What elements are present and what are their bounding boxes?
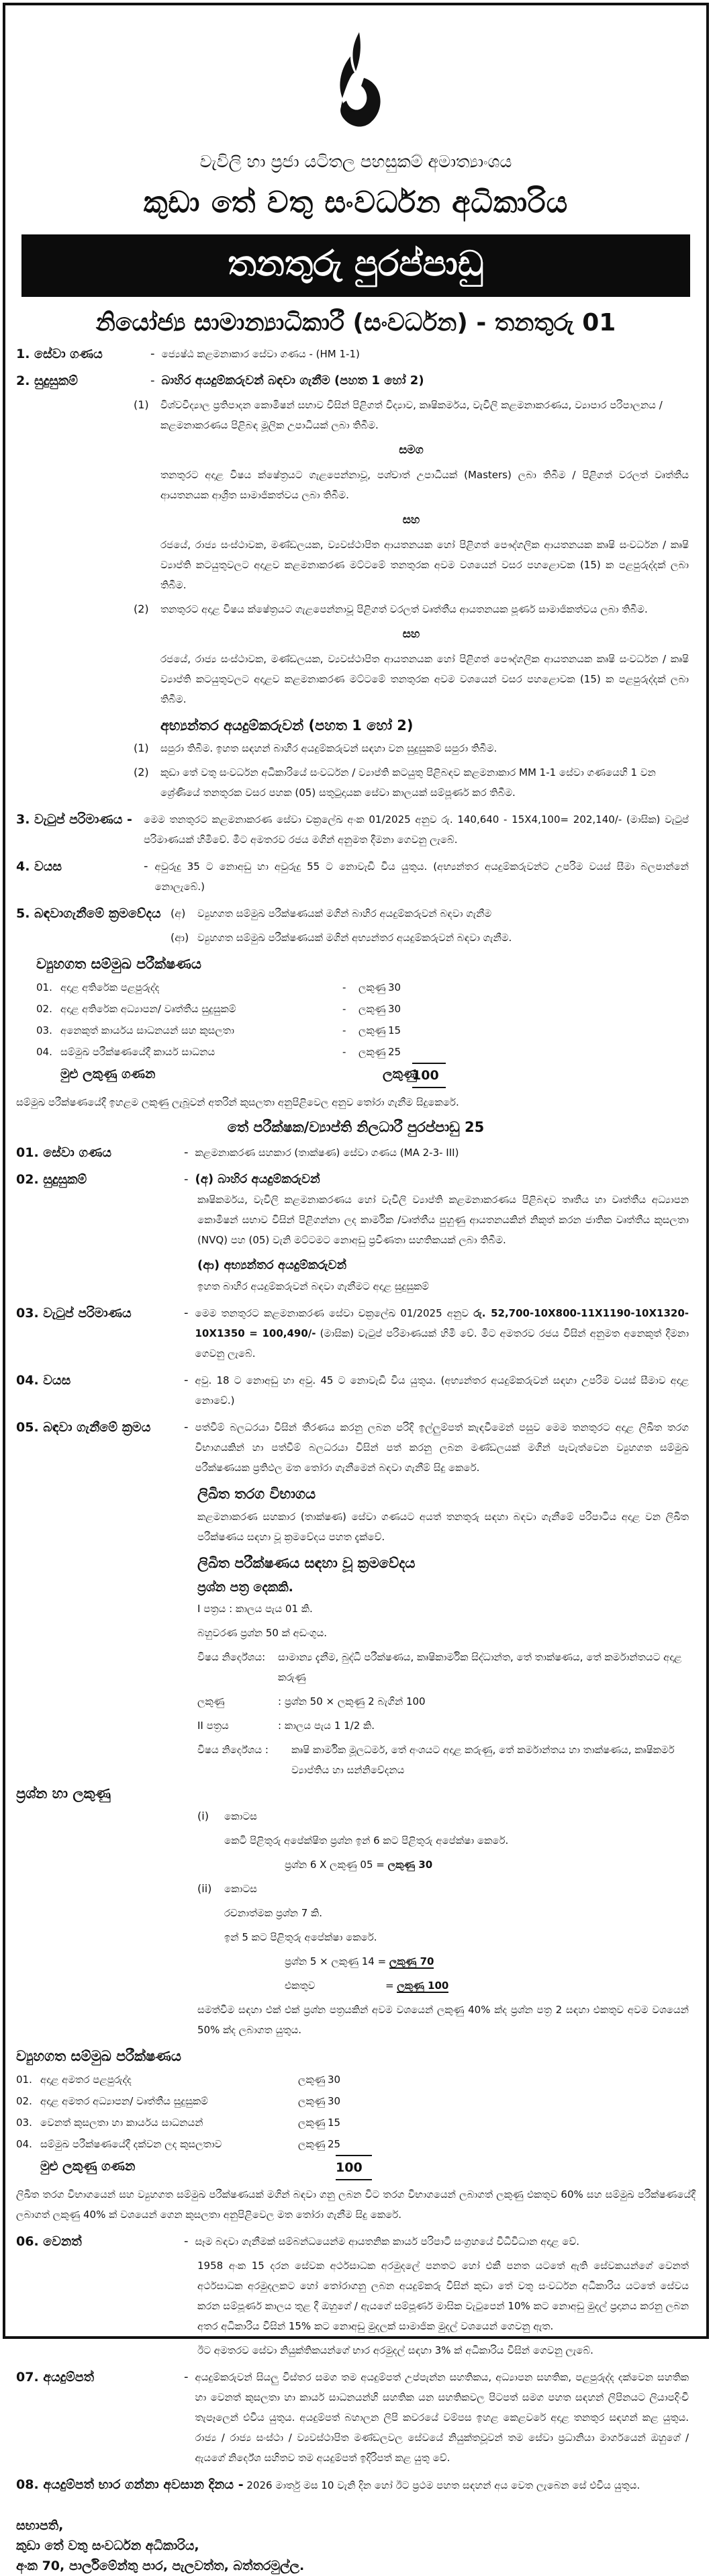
post2-title: තේ පරීක්ෂක/ව්‍යාප්ති නිලධාරී පුරප්පාඩු 25 — [227, 1119, 485, 1135]
total-label: එකතුව — [285, 1980, 316, 1992]
dash: - — [342, 1024, 346, 1036]
row-unit: ලකුණු — [358, 1046, 386, 1058]
post1-int1 — [134, 738, 689, 758]
item-number: (1) — [134, 742, 149, 754]
method-heading: ලිඛිත පරීක්ෂණය සඳහා වූ ක්‍රමවේදය — [197, 1555, 416, 1571]
post2-salary-value — [195, 1303, 689, 1364]
other-body — [197, 2256, 689, 2360]
table-row — [36, 1041, 696, 1063]
total-label: මුළු ලකුණු ගණන — [40, 2159, 136, 2174]
paper1-syllabus — [197, 1647, 689, 1687]
post2-applications-row — [16, 2367, 696, 2468]
row-unit: ලකුණු — [298, 2117, 326, 2129]
row-unit: ලකුණු — [358, 1024, 386, 1036]
marks-text: : ප්‍රශ්න 50 × ලකුණු 2 බැගින් 100 — [278, 1695, 426, 1707]
row-text: සම්මුඛ පරීක්ෂණයේදී දක්වන ලද කුසලතාව — [40, 2138, 222, 2150]
part1-text: කෙටි පිළිතුරු අපේක්ෂිත ප්‍රශ්න ඉන් 6 කට පිළිතුරු අපේක්ෂා කෙරේ. — [224, 1834, 509, 1847]
post1-recruitment-row — [16, 903, 696, 948]
total-label: මුළු ලකුණු ගණන — [60, 1067, 156, 1081]
row-unit: ලකුණු — [298, 2095, 326, 2107]
post1-service-row — [16, 344, 696, 364]
dash: - — [184, 1420, 189, 1434]
row-num: 03. — [36, 1024, 52, 1036]
paper1-time: I පත්‍රය : කාලය පැය 01 කි. — [197, 1603, 313, 1615]
paper1-marks — [197, 1691, 689, 1712]
post2-age-row — [16, 1370, 696, 1411]
questions-marks-heading: ප්‍රශ්න හා ලකුණු — [16, 1785, 111, 1802]
paper1-mcq: බහුවරණ ප්‍රශ්න 50 ක් අඩංගුය. — [197, 1627, 328, 1639]
dash: - — [144, 859, 148, 873]
syllabus-text: සාමාන්‍ය දැනීම, බුද්ධි පරීක්ෂණය, කෘෂිකාර්මික සිද්ධාන්ත, තේ තාක්ෂණය, තේ කර්මාන්තයට අදාළ කරුණු — [278, 1651, 682, 1683]
post1-recruitment-label: 5. බඳවාගැනීමේ ක්‍රමවේදය — [16, 906, 161, 921]
dash: - — [184, 1172, 189, 1186]
table-row — [16, 2090, 696, 2112]
salary-post: (මාසික) වැටුප් පරිමාණයක් හිමි වේ. මීට අමතරව රජය විසින් අනුමත අනෙකුත් දීමනා ගෙවනු ලැබේ. — [195, 1327, 689, 1360]
row-num: 02. — [16, 2095, 32, 2107]
post2-qualifications-row — [16, 1169, 696, 1190]
part1-calc — [285, 1855, 689, 1875]
table-row — [16, 2112, 696, 2133]
row-num: 01. — [16, 2074, 32, 2086]
post2-salary-row — [16, 1303, 696, 1364]
papers-heading: ප්‍රශ්න පත්‍ර දෙකකි. — [197, 1580, 293, 1595]
post2-service-label: 01. සේවා ගණය — [16, 1145, 111, 1160]
part-label: කොටස — [224, 1810, 257, 1822]
row-marks: 25 — [328, 2138, 341, 2150]
dash: - — [150, 373, 155, 388]
item-text: කුඩා තේ වතු සංවර්ධන අධිකාරියේ සංවර්ධන / ව්‍යාප්ති කටයුතු පිළිබඳව කළමනාකාර MM 1-1 සේවා ගණයෙහි 1 වන ශ්‍රේණියේ තනතුරක වසර පහක (05) සතුටුදායක සේවා කාලයක් සම්පූර්ණ කර තිබීම. — [160, 766, 656, 799]
item-text: තනතුරට අදාළ විෂය ක්ෂේත්‍රයට ගැළපෙන්නාවූ පිළිගත් වරලත් වෘත්තීය ආයතනයක පූර්ණ සාමාජිකත්වය ලබා තිබීම. — [160, 603, 648, 615]
row-num: 04. — [16, 2138, 32, 2150]
signature-block — [16, 2516, 696, 2576]
paper2-time — [197, 1716, 689, 1736]
post1-qualifications-body — [134, 395, 689, 803]
row-unit: ලකුණු — [358, 1003, 386, 1015]
deadline-text — [16, 2475, 696, 2495]
post1-salary-row — [16, 809, 696, 850]
post1-experience2-text: රජයේ, රාජ්‍ය සංස්ථාවක, මණ්ඩලයක, ව්‍යවස්ථාපිත ආයතනයක හෝ පිළිගත් පෞද්ගලික ආයතනයක කෘෂි සංවර්ධන / කෘෂි ව්‍යාප්ති කටයුතුවලට අදාළව කළමනාකරණ මට්ටමේ තනතුරක අවම වශයෙන් වසර පහළොවක (15) ක පළපුරුද්දක් ලබා තිබීම. — [160, 653, 689, 705]
table-row — [36, 1020, 696, 1041]
post2-interview-note: ලිඛිත තරග විභාගයෙන් සහ ව්‍යුහගත සම්මුඛ පරීක්ෂණයක් මගින් බඳවා ගනු ලබන විට තරග විභාගයෙන් ලබාගත් ලකුණු එකතුව 60% සහ සම්මුඛ පරීක්ෂණයේදී ලබාගත් ලකුණු 40% ක් වශයෙන් ගෙන කුසලතා අනුපිළිවෙල මත තෝරා ගැනීම සිදු කෙරේ. — [16, 2188, 696, 2221]
row-text: සම්මුඛ පරීක්ෂණයේදී කාර්ය සාධනය — [60, 1046, 216, 1058]
total-calc — [285, 1975, 689, 1996]
salary-scale: රු. 52,700-10X800-11X1190-10X1320-10X1350 = 100,490/- — [195, 1307, 689, 1339]
part2-text1: රචනාත්මක ප්‍රශ්න 7 කි. — [224, 1907, 322, 1919]
questions-body — [197, 1806, 689, 2040]
dash: - — [184, 1306, 189, 1320]
post2-internal-heading: (ආ) අභ්‍යන්තර අයදුම්කරුවන් — [197, 1258, 347, 1272]
other-p3: ඊට අමතරව සේවා නියුක්තිකයන්ගේ භාර අරමුදල් සඳහා 3% ක් අධිකාරිය විසින් ගෙවනු ලැබේ. — [197, 2344, 593, 2356]
part-number: (i) — [197, 1810, 209, 1822]
other-label: 06. වෙනත් — [16, 2234, 82, 2249]
post2-salary-label: 03. වැටුප් පරිමාණය — [16, 1306, 132, 1321]
paper2-time-text: : කාලය පැය 1 1/2 කි. — [278, 1720, 375, 1732]
post2-age-label: 04. වයස — [16, 1373, 71, 1388]
signatory-organization: කුඩා තේ වතු සංවර්ධන අධිකාරිය, — [16, 2538, 199, 2553]
row-num: 02. — [36, 1003, 52, 1015]
post1-age-value: අවුරුදු 35 ට නොඅඩු හා අවුරුදු 55 ට නොවැඩි විය යුතුය. (අභ්‍යන්තර අයදුම්කරුවන්ට උපරිම වයස් සීමා බලපාන්නේ නොලැබේ.) — [154, 860, 689, 893]
item-text: සපුරා තිබීම. ඉහත සඳහන් බාහිර අයදුම්කරුවන් සඳහා වන සුදුසුකම් සපුරා තිබීම. — [160, 742, 497, 754]
post1-age-row — [16, 856, 696, 897]
other-p2: 1958 අංක 15 දරන සේවක අර්ථසාධක අරමුදලේ පනතට හෝ එකී පනත යටතේ ඇති සේවකයන්ගේ වෙනත් අර්ථසාධක අරමුදලකට හෝ තෝරාගනු ලබන අයදුම්කරු විසින් කුඩා තේ වතු සංවර්ධන අධිකාරිය යටතේ සේවය කරන සම්පූර්ණ කාලය තුළ දී ඔහුගේ / ඇයගේ සම්පූර්ණ මාසික වැටුපෙන් 10% කට නොඅඩු මුදල් ප්‍රදානය කරනු ලබන අතර අධිකාරිය විසින් 15% කට නොඅඩු මුදලක් සාමාජික මුදල් වශයෙන් ගෙවනු ඇත. — [197, 2260, 689, 2332]
post1-interview-note: සම්මුඛ පරීක්ෂණයේදී ඉහළම ලකුණු ලැබූවන් අතරින් කුසලතා අනුපිළිවෙල අනුව තෝරා ගැනීම සිදුකෙරේ. — [16, 1096, 459, 1108]
applications-value: අයදුම්කරුවන් සියලු විස්තර සමග තම අයදුම්පත් උප්පැන්න සහතිකය, අධ්‍යාපන සහතික, පළපුරුද්ද දක්වෙන සහතික හා වෙනත් කුසලතා හා කාර්ය සාධනයන්හි සහතික යන සහතිකවල පිටපත් සමග පහත සඳහන් ලිපිනයට ලියාපදිංචි තැපෑලෙන් එවිය යුතුය. අයදුම්පත් බහාලන ලිපි කවරයේ වම්පස ඉහළ කෙළවරේ අදාළ තනතුර සඳහන් කළ යුතුය. රාජ්‍ය / රාජ්‍ය සංස්ථා / ව්‍යවස්ථාපිත මණ්ඩලවල සේවයේ නියුක්තවූවන් තම සේවා ප්‍රධානියා මාර්ගයෙන් ඔහුගේ / ඇයගේ නිර්දේශ සහිතව තම අයදුම්පත් ඉදිරිපත් කළ යුතු වේ. — [195, 2371, 689, 2464]
post2-qual-label: 02. සුදුසුකම් — [16, 1172, 87, 1187]
deadline-value: 2026 මාර්තු මස 10 වැනි දින හෝ ඊට ප්‍රථම පහත සඳහන් අය වෙත ලැබෙන සේ එවිය යුතුය. — [243, 2479, 640, 2491]
row-text: වෙනත් කුසලතා හා කාර්යය සාධනයන් — [40, 2117, 203, 2129]
post2-service-value: කළමනාකරණ සහකාර (තාක්ෂණ) සේවා ගණය (MA 2-3- III) — [195, 1147, 459, 1159]
item-number: (1) — [134, 398, 149, 411]
post1-ext2 — [134, 599, 689, 619]
total-unit: ලකුණු — [383, 1067, 418, 1081]
row-marks: 15 — [328, 2117, 341, 2129]
calc-result: ලකුණු 30 — [387, 1859, 433, 1871]
row-num: 04. — [36, 1046, 52, 1058]
calc-text: ප්‍රශ්න 6 X ලකුණු 05 = — [285, 1859, 388, 1871]
post2-other-row — [16, 2231, 696, 2252]
item-number: (අ) — [171, 907, 186, 920]
other-p1: සෑම බඳවා ගැනීමක් සම්බන්ධයෙන්ම ආයතනික කාර්ය පරිපාටි සංග්‍රහයේ විධිවිධාන අදාළ වේ. — [195, 2235, 580, 2248]
ministry-name: වැවිලි හා ප්‍රජා යටිතල පහසුකම් අමාත්‍යාංශය — [199, 152, 512, 171]
item-text: විශ්වවිද්‍යාල ප්‍රතිපාදන කොමිෂන් සභාව විසින් පිළිගත් විද්‍යාව, කෘෂිකර්මය, වැවිලි කළමනාකරණය, ව්‍යාපාර පරිපාලනය / කළමනාකරණය පිළිබඳ මූලික උපාධියක් ලබා තිබීම. — [160, 399, 663, 431]
post2-external-heading: (අ) බාහිර අයදුම්කරුවන් — [195, 1172, 320, 1186]
row-marks: 30 — [388, 1003, 401, 1015]
dash: - — [184, 1373, 189, 1387]
post1-int2 — [134, 762, 689, 803]
dash: - — [184, 1145, 189, 1159]
total-result: ලකුණු 100 — [397, 1980, 449, 1992]
part-number: (ii) — [197, 1882, 212, 1895]
syllabus-label: විෂය නිර්දේශය: — [197, 1651, 266, 1663]
post1-interview-table — [36, 977, 696, 1088]
dash: - — [342, 1003, 346, 1015]
deadline-label: 08. අයදුම්පත් භාර ගන්නා අවසාන දිනය - — [16, 2477, 244, 2492]
post2-age-value: අවු. 18 ට නොඅඩු හා අවු. 45 ට නොවැඩි විය යුතුය. (අභ්‍යන්තර අයදුම්කරුවන් සඳහා උපරිම වයස් සීමාව අදාළ නොවේ.) — [195, 1374, 689, 1407]
item-number: (2) — [134, 603, 149, 615]
marks-label: ලකුණු — [197, 1695, 225, 1707]
post1-age-label: 4. වයස — [16, 859, 62, 874]
row-marks: 25 — [388, 1046, 401, 1058]
part2-text2: ඉන් 5 කට පිළිතුරු අපේක්ෂා කෙරේ. — [224, 1931, 377, 1943]
dash: - — [342, 981, 346, 993]
post2-external-text: කෘෂිකර්මය, වැවිලි කළමනාකරණය හෝ වැවිලි ව්‍යාප්ති කළමනාකරණය පිළිබඳව තෘතීය හා වෘත්තීය අධ්‍යාපන කොමිෂන් සභාව විසින් පිළිගන්නා ලද කාර්මික /වෘත්තීය පුහුණු ආයතනයකින් නිකුත් කරන ජාතික වෘත්තීය කුසලතා (NVQ) පහ (05) වැනි මට්ටමට නොඅඩු ප්‍රවීණතා සහතිකයක් ලබා තිබීම. — [197, 1194, 689, 1246]
authority-name: කුඩා තේ වතු සංවර්ධන අධිකාරිය — [143, 185, 569, 220]
post1-experience-text: රජයේ, රාජ්‍ය සංස්ථාවක, මණ්ඩලයක, ව්‍යවස්ථාපිත ආයතනයක හෝ පිළිගත් පෞද්ගලික ආයතනයක කෘෂි සංවර්ධන / කෘෂි ව්‍යාප්ති කටයුතුවලට අදාළව කළමනාකරණ මට්ටමේ තනතුරක අවම වශයෙන් වසර පහළොවක (15) ක පළපුරුද්දක් ලබා තිබීම. — [160, 539, 689, 591]
syllabus-text: කෘෂි කාර්මික මූලධර්ම, තේ අංශයට අදාළ කරුණු, තේ කර්මාන්තය හා තාක්ෂණය, කෘෂිකර්ම ව්‍යාප්තිය හා සන්නිවේදනය — [291, 1744, 675, 1776]
dash: - — [184, 2234, 189, 2248]
calc-result: ලකුණු 70 — [389, 1955, 434, 1967]
post2-qualifications-body — [197, 1190, 689, 1296]
post1-internal-heading: අභ්‍යන්තර අයදුම්කරුවන් (පහත 1 හෝ 2) — [160, 717, 414, 734]
item-number: (2) — [134, 766, 149, 779]
total-row — [16, 2155, 696, 2180]
post1-service-label: 1. සේවා ගණය — [16, 347, 103, 361]
row-marks: 30 — [328, 2074, 341, 2086]
and-label: සහ — [402, 627, 420, 641]
post2-written-exam — [197, 1486, 689, 1780]
row-text: අදාළ අමතර අධ්‍යාපන/ වෘත්තීය සුදුසුකම් — [40, 2095, 208, 2107]
row-marks: 15 — [388, 1024, 401, 1036]
post1-masters-text: තනතුරට අදාළ විෂය ක්ෂේත්‍රයට ගැළපෙන්නාවූ, පශ්චාත් උපාධියක් (Masters) ලබා තිබීම / පිළිගත් වරලත් වෘත්තීය ආයතනයක ආශ්‍රිත සාමාජිකත්වය ලබා තිබීම. — [160, 469, 689, 501]
table-row — [16, 2133, 696, 2155]
and-with-label: සමග — [399, 443, 424, 457]
vacancies-banner: තනතුරු පුරප්පාඩු — [21, 234, 690, 297]
row-text: අදාළ අමතර පළපුරුද්ද — [40, 2074, 132, 2086]
table-row — [36, 998, 696, 1020]
pass-note: සමත්වීම සඳහා එක් එක් ප්‍රශ්න පත්‍රයකින් අවම වශයෙන් ලකුණු 40% ක්ද ප්‍රශ්න පත්‍ර 2 සඳහා එකතුව අවම වශයෙන් 50% ක්ද ලබාගත යුතුය. — [197, 2004, 689, 2036]
row-num: 03. — [16, 2117, 32, 2129]
post1-salary-label: 3. වැටුප් පරිමාණය - — [16, 812, 132, 827]
item-text: ව්‍යුහගත සම්මුඛ පරීක්ෂණයක් මගින් අභ්‍යන්තර අයදුම්කරුවන් බඳවා ගැනීම. — [197, 932, 512, 944]
row-text: අනෙකුත් කාර්යය සාධනයන් සහ කුසලතා — [60, 1024, 234, 1036]
signatory-address: අංක 70, පාර්ලිමේන්තු පාර, පැලවත්ත, බත්තරමුල්ල. — [16, 2559, 305, 2573]
salary-pre: මෙම තනතුරට කළමනාකරණ සේවා චක්‍රලේඛ 01/2025 අනුව — [195, 1307, 474, 1319]
total-row — [36, 1063, 696, 1088]
post1-ext1 — [134, 395, 689, 435]
deadline-row — [16, 2475, 696, 2495]
written-exam-heading: ලිඛිත තරග විභාගය — [197, 1486, 316, 1502]
post2-interview-table — [16, 2069, 696, 2180]
part-label: කොටස — [224, 1883, 257, 1895]
row-text: අදාළ අතිරේක අධ්‍යාපන/ වෘත්තීය සුදුසුකම් — [60, 1003, 236, 1015]
and-label: සහ — [402, 513, 420, 527]
row-marks: 30 — [328, 2095, 341, 2107]
item-number: (ආ) — [171, 931, 189, 944]
part2-calc — [285, 1951, 689, 1971]
post2-internal-text: ඉහත බාහිර අයදුම්කරුවන් බඳවා ගැනීමට අදාළ සුදුසුකම් — [197, 1280, 429, 1292]
table-row — [16, 2069, 696, 2090]
signatory-title: සභාපති, — [16, 2518, 64, 2533]
row-unit: ලකුණු — [298, 2138, 326, 2150]
paper2-syllabus — [197, 1740, 689, 1780]
post1-title: නියෝජ්‍ය සාමාන්‍යාධිකාරී (සංවර්ධන) - තනතුරු 01 — [95, 309, 616, 337]
post1-qualifications-row — [16, 371, 696, 391]
total-value: 100 — [336, 2155, 372, 2180]
paper2-label: II පත්‍රය — [197, 1720, 229, 1732]
dash: - — [342, 1046, 346, 1058]
post1-service-value: ජ්‍යෙෂ්ඨ කළමනාකාර සේවා ගණය - (HM 1-1) — [161, 348, 360, 360]
row-text: අදාළ අතිරේක පළපුරුද්ද — [60, 981, 160, 993]
written-exam-text: කළමනාකරණ සහකාර (තාක්ෂණ) සේවා ගණයට අයත් තනතුරු සඳහා බඳවා ගැනීමේ පරිපාටිය අදාළ වන ලිඛිත පරීක්ෂණය සඳහා වූ ක්‍රමවේදය පහත දැක්වේ. — [197, 1511, 689, 1543]
flame-drop-logo-icon — [322, 31, 389, 132]
post1-interview-heading: ව්‍යුහගත සම්මුඛ පරීක්ෂණය — [36, 956, 201, 972]
post2-interview-heading: ව්‍යුහගත සම්මුඛ පරීක්ෂණය — [16, 2048, 181, 2064]
syllabus-label: විෂය නිර්දේශය : — [197, 1744, 269, 1756]
applications-label: 07. අයදුම්පත් — [16, 2370, 95, 2385]
post2-recruitment-value: පත්වීම් බලධරයා විසින් තීරණය කරනු ලබන පරිදි ඉල්ලුම්පත් කැඳවීමෙන් පසුව මෙම තනතුරට අදාළ ලිඛිත තරග විභාගයකින් හා පත්වීම් බලධරයා විසින් පත් කරනු ලබන මණ්ඩලයක් මගින් පැවැත්වෙන ව්‍යුහගත සම්මුඛ පරීක්ෂණයක ප්‍රතිඵල මත තෝරා ගැනීමෙන් බඳවා ගැනීම් සිදු කෙරේ. — [195, 1421, 689, 1474]
row-unit: ලකුණු — [298, 2074, 326, 2086]
equals: = — [385, 1980, 397, 1992]
post2-recruitment-row — [16, 1417, 696, 1478]
row-unit: ලකුණු — [358, 981, 386, 993]
advertisement-frame — [3, 3, 709, 2573]
total-value: 100 — [412, 1063, 446, 1088]
post2-service-row — [16, 1143, 696, 1163]
dash: - — [184, 2370, 189, 2384]
row-marks: 30 — [388, 981, 401, 993]
row-num: 01. — [36, 981, 52, 993]
post1-external-heading: බාහිර අයදුම්කරුවන් බඳවා ගැනීම (පහත 1 හෝ 2) — [161, 373, 424, 388]
post1-qual-label: 2. සුදුසුකම් — [16, 373, 78, 388]
table-row — [36, 977, 696, 998]
calc-text: ප්‍රශ්න 5 × ලකුණු 14 = — [285, 1955, 389, 1967]
post2-recruitment-label: 05. බඳවා ගැනීමේ ක්‍රමය — [16, 1420, 151, 1435]
post1-salary-value: මෙම තනතුරට කළමනාකරණ සේවා චක්‍රලේඛ අංක 01/2025 අනුව රු. 140,640 - 15X4,100= 202,140/- (මාසික) වැටුප් පරිමාණයක් හිමිවේ. මීට අමතරව රජය මගින් අනුමත දීමනා ගෙවනු ලැබේ. — [144, 813, 689, 846]
item-text: ව්‍යුහගත සම්මුඛ පරීක්ෂණයක් මගින් බාහිර අයදුම්කරුවන් බඳවා ගැනීම — [197, 907, 492, 920]
dash: - — [150, 347, 155, 361]
post1-recruitment-items — [171, 903, 696, 948]
